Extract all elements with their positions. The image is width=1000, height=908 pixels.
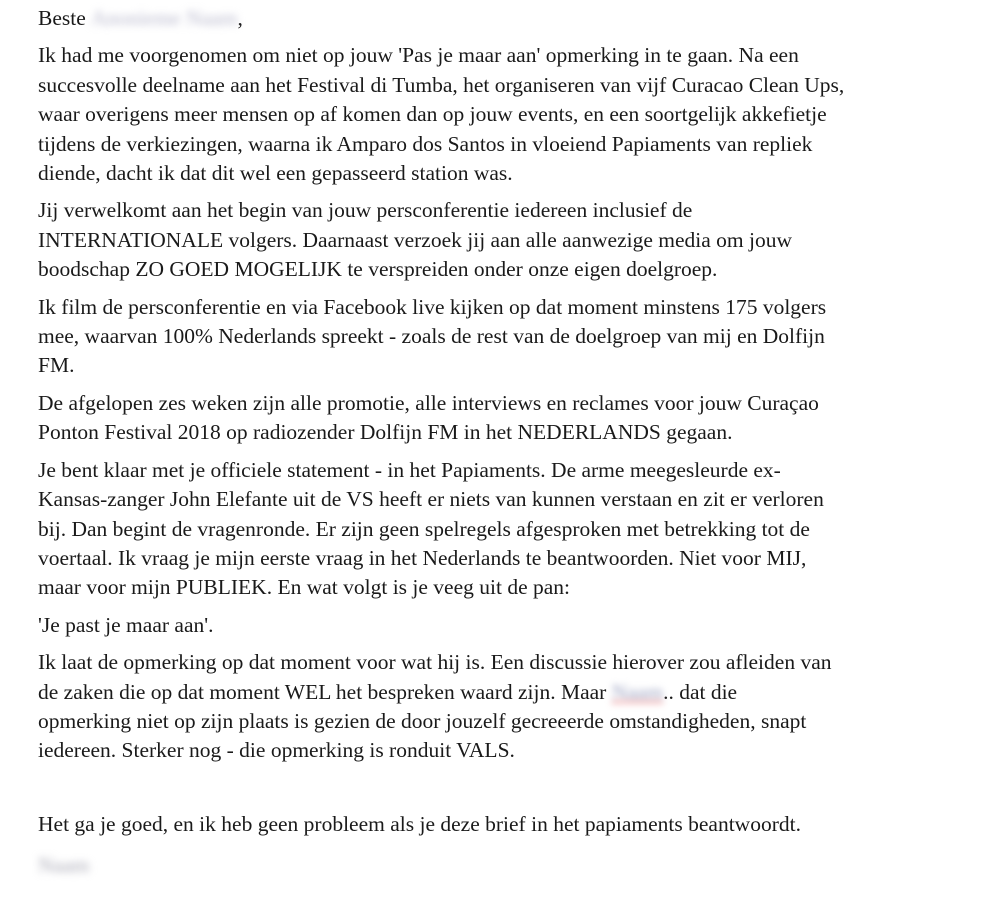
greeting bbox=[38, 4, 988, 33]
paragraph-4: De afgelopen zes weken zijn alle promotie, alle interviews en reclames voor jouw Curaçao Ponton Festival 2018 op radiozender Dolfijn FM in het NEDERLANDS gegaan. bbox=[38, 390, 819, 445]
paragraph-6: 'Je past je maar aan'. bbox=[38, 612, 214, 637]
paragraph-5: Je bent klaar met je officiele statement - in het Papiaments. De arme meegesleurde ex- Kansas-zanger John Elefante uit de VS heeft er niets van kunnen verstaan en zit er verloren bij. Dan begint de vragenronde. Er zijn geen spelregels afgesproken met betrekking tot de voertaal. Ik vraag je mijn eerste vraag in het Nederlands te beantwoorden. Niet voor MIJ, maar voor mijn PUBLIEK. En wat volgt is je veeg uit de pan: bbox=[38, 457, 824, 600]
paragraph-2: Jij verwelkomt aan het begin van jouw persconferentie iedereen inclusief de INTERNATIONALE volgers. Daarnaast verzoek jij aan alle aanwezige media om jouw boodschap ZO GOED MOGELIJK te verspreiden onder onze eigen doelgroep. bbox=[38, 198, 793, 282]
paragraph-1: Ik had me voorgenomen om niet op jouw 'Pas je maar aan' opmerking in te gaan. Na een succesvolle deelname aan het Festival di Tumba, het organiseren van vijf Curacao Clean Ups, waar overigens meer mensen op af komen dan op jouw events, en een soortgelijk akkefietje tijdens de verkiezingen, waarna ik Amparo dos Santos in vloeiend Papiaments van repliek diende, dacht ik dat dit wel een gepasseerd station was. bbox=[38, 43, 845, 186]
greeting-punct: , bbox=[237, 6, 243, 30]
letter-body bbox=[38, 4, 988, 881]
closing-line: Het ga je goed, en ik heb geen probleem als je deze brief in het papiaments beantwoordt. bbox=[38, 811, 801, 836]
spacer bbox=[38, 774, 988, 810]
paragraph-7 bbox=[38, 648, 988, 766]
redacted-signature: Naam bbox=[38, 853, 90, 878]
paragraph-7-part-2: .. dat die opmerking niet op zijn plaats is gezien de door jouzelf gecreeerde omstandigheden, snapt iedereen. Sterker nog - die opmerking is ronduit VALS. bbox=[38, 679, 807, 763]
greeting-word: Beste bbox=[38, 6, 86, 30]
redacted-name-inline: Naam bbox=[611, 679, 664, 704]
paragraph-3: Ik film de persconferentie en via Facebook live kijken op dat moment minstens 175 volgers mee, waarvan 100% Nederlands spreekt - zoals de rest van de doelgroep van mij en Dolfijn FM. bbox=[38, 294, 827, 378]
paragraph-7-part-1: Ik laat de opmerking op dat moment voor wat hij is. Een discussie hierover zou afleiden van de zaken die op dat moment WEL het bespreken waard zijn. Maar bbox=[38, 650, 832, 704]
redacted-name: Anonieme Naam bbox=[91, 6, 238, 30]
